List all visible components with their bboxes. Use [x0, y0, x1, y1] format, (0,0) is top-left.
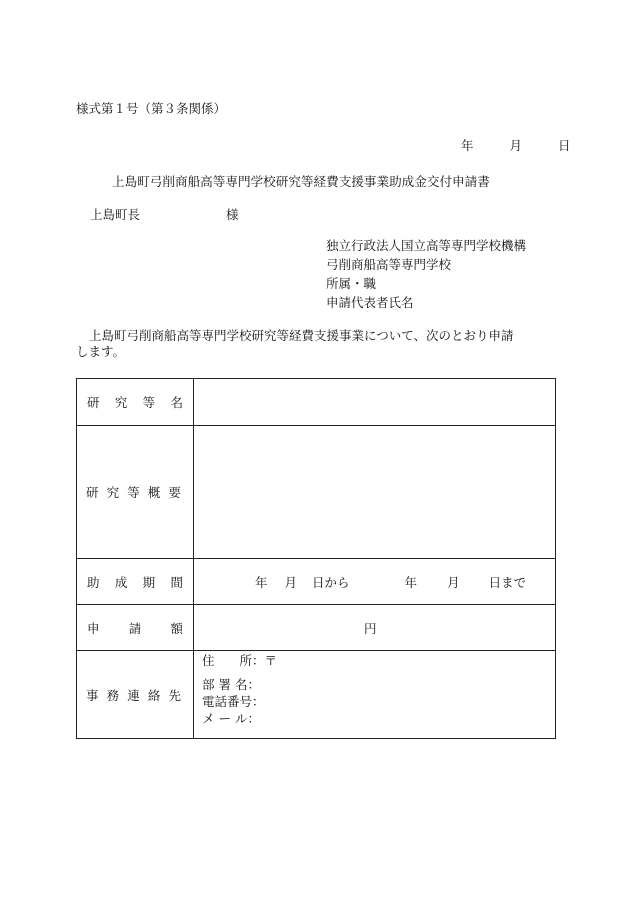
research-name-field[interactable] — [194, 379, 556, 426]
label-char: 研 — [86, 485, 99, 500]
form-number: 様式第１号（第３条関係） — [76, 101, 227, 116]
grant-period-field[interactable] — [194, 559, 556, 605]
date-year: 年 — [461, 138, 474, 153]
row-research-name — [77, 379, 556, 426]
document-title: 上島町弓削商船高等専門学校研究等経費支援事業助成金交付申請書 — [112, 174, 490, 189]
amount-field[interactable] — [194, 605, 556, 651]
label-char: 成 — [114, 574, 128, 590]
label-char: 期 — [142, 574, 156, 590]
applicant-dept: 所属・職 — [326, 276, 377, 291]
label-char: 申 — [87, 620, 100, 636]
row-research-summary — [77, 426, 556, 559]
date-day: 日 — [557, 138, 571, 153]
applicant-representative: 申請代表者氏名 — [326, 295, 414, 310]
intro-line-1: 上島町弓削商船高等専門学校研究等経費支援事業について、次のとおり申請 — [89, 328, 514, 343]
addressee-name: 上島町長 — [90, 207, 141, 222]
label-research-name — [77, 379, 194, 426]
label-char: 先 — [168, 687, 181, 703]
label-char: 等 — [142, 395, 156, 410]
label-char: 連 — [127, 687, 140, 703]
period-end-year: 年 — [404, 574, 418, 590]
row-grant-period — [77, 559, 556, 605]
applicant-school: 弓削商船高等専門学校 — [326, 257, 452, 272]
label-char: 務 — [106, 687, 120, 703]
label-char: 名 — [170, 395, 183, 410]
label-char: 絡 — [147, 687, 161, 703]
label-char: 研 — [87, 395, 100, 410]
label-char: 請 — [128, 620, 142, 636]
period-start-year: 年 — [255, 574, 268, 590]
row-contact — [77, 651, 556, 739]
label-char: 事 — [86, 687, 99, 703]
label-amount — [77, 605, 194, 651]
applicant-org: 独立行政法人国立高等専門学校機構 — [326, 238, 527, 253]
contact-phone: 電話番号： — [202, 694, 265, 709]
contact-email: メ ー ル： — [202, 711, 260, 726]
label-char: 究 — [106, 485, 120, 500]
row-amount — [77, 605, 556, 651]
date-month: 月 — [509, 138, 522, 153]
label-char: 要 — [168, 485, 181, 500]
research-summary-field[interactable] — [194, 426, 556, 559]
label-research-summary — [77, 426, 194, 559]
applicant-block — [326, 236, 526, 312]
period-end-day: 日まで — [488, 574, 527, 590]
amount-unit: 円 — [364, 620, 377, 636]
label-char: 額 — [170, 620, 183, 636]
application-table — [76, 378, 556, 739]
label-char: 等 — [127, 485, 140, 500]
contact-field[interactable] — [194, 651, 556, 739]
label-char: 助 — [87, 574, 100, 590]
label-char: 間 — [170, 574, 183, 590]
label-contact — [77, 651, 194, 739]
contact-address: 住 所：〒 — [202, 653, 278, 668]
period-end-month: 月 — [447, 574, 460, 590]
label-grant-period — [77, 559, 194, 605]
intro-line-2: します。 — [76, 344, 126, 359]
label-char: 究 — [114, 395, 128, 410]
contact-department: 部 署 名： — [202, 677, 260, 692]
period-start-day: 日から — [312, 574, 350, 590]
date-line — [461, 136, 570, 154]
label-char: 概 — [147, 485, 161, 500]
intro-text — [76, 328, 558, 360]
addressee-honorific: 様 — [226, 207, 239, 222]
period-start-month: 月 — [284, 574, 298, 590]
